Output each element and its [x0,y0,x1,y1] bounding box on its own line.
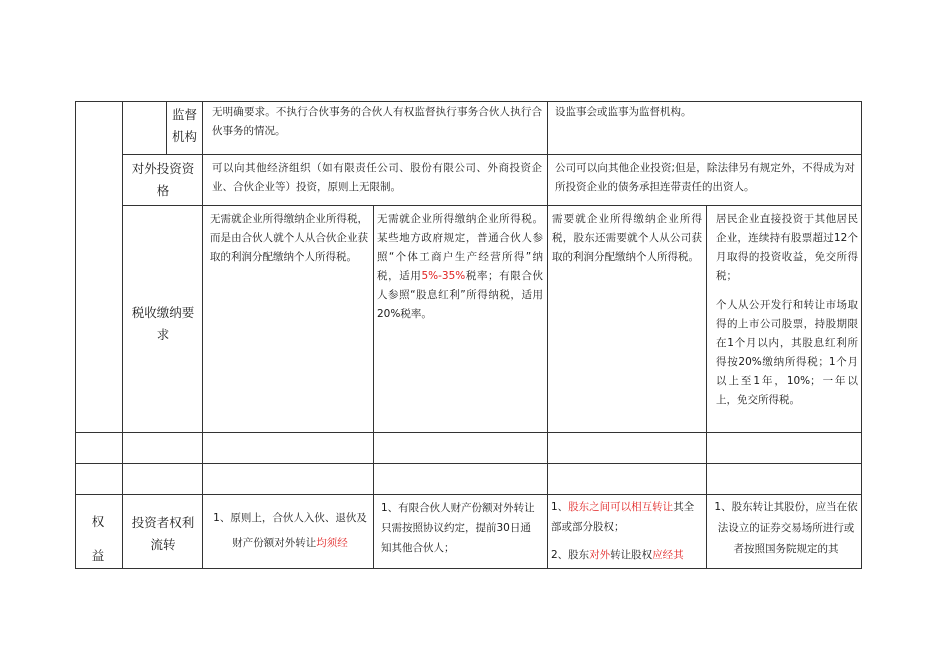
supervision-partnership-cell: 无明确要求。不执行合伙事务的合伙人有权监督执行事务合伙人执行合伙事务的情况。 [212,106,542,137]
tax-label: 税收缴纳要求 [131,305,195,342]
transfer-joint-stock-cell: 1、股东转让其股份，应当在依法设立的证券交易场所进行或者按照国务院规定的其 [714,501,858,555]
col-border [706,205,707,569]
col-border [122,101,123,569]
rights-group-label: 权益 [91,514,105,563]
transfer-lc-item-1: 1、股东之间可以相互转让其全部或部分股权； [551,501,695,533]
investment-company-cell: 公司可以向其他企业投资;但是，除法律另有规定外，不得成为对所投资企业的债务承担连带责任的出资人。 [555,162,855,193]
transfer-label: 投资者权利流转 [131,515,195,552]
row-border [122,154,862,155]
supervision-company-cell: 设监事会或监事为监督机构。 [555,106,692,118]
col-border [373,205,374,569]
tax-joint-stock-p2: 个人从公开发行和转让市场取得的上市公司股票，持股期限在1个月以内，其股息红利所得按20%缴纳所得税；1个月以上至1年，10%；一年以上，免交所得税。 [716,299,858,406]
row-border [75,101,862,102]
transfer-general-partnership-cell [213,506,367,556]
row-border [75,568,862,569]
row-border [122,205,862,206]
transfer-gp-text: 1、原则上，合伙人入伙、退伙及财产份额对外转让 [213,512,367,549]
transfer-limited-company-cell [551,497,703,565]
tax-joint-stock-p1: 居民企业直接投资于其他居民企业，连续持有股票超过12个月取得的投资收益，免交所得税； [716,213,858,282]
tax-general-partnership-cell: 无需就企业所得缴纳企业所得税，而是由合伙人就个人从合伙企业获取的利润分配缴纳个人所得税。 [210,213,368,263]
tax-rate-highlight: 5%-35% [421,270,466,282]
supervision-label: 监督机构 [171,107,197,144]
transfer-limited-partnership-cell: 1、有限合伙人财产份额对外转让只需按照协议约定，提前30日通知其他合伙人； [381,502,535,554]
tax-joint-stock-cell [716,210,858,410]
col-border [202,101,203,569]
col-border [547,101,548,569]
row-border [75,432,862,433]
tax-limited-company-cell: 需要就企业所得缴纳企业所得税，股东还需要就个人从公司获取的利润分配缴纳个人所得税。 [552,213,702,263]
col-border [75,101,76,569]
tax-limited-partnership-cell [377,210,543,324]
transfer-gp-highlight: 均须经 [316,537,348,549]
transfer-lc-item-2: 2、股东对外转让股权应经其 [551,549,684,561]
tax-lp-text-b: 税率；有限合伙人参照“股息红利”所得纳税，适用20%税率。 [377,270,543,320]
investment-partnership-cell: 可以向其他经济组织（如有限责任公司、股份有限公司、外商投资企业、合伙企业等）投资，原则上无限制。 [212,162,542,193]
row-border [75,463,862,464]
investment-label: 对外投资资格 [131,161,195,198]
tax-lp-text-a: 无需就企业所得缴纳企业所得税。某些地方政府规定，普通合伙人参照“个体工商户生产经营所得”纳税，适用 [377,213,543,282]
row-border [75,494,862,495]
col-border [861,101,862,569]
